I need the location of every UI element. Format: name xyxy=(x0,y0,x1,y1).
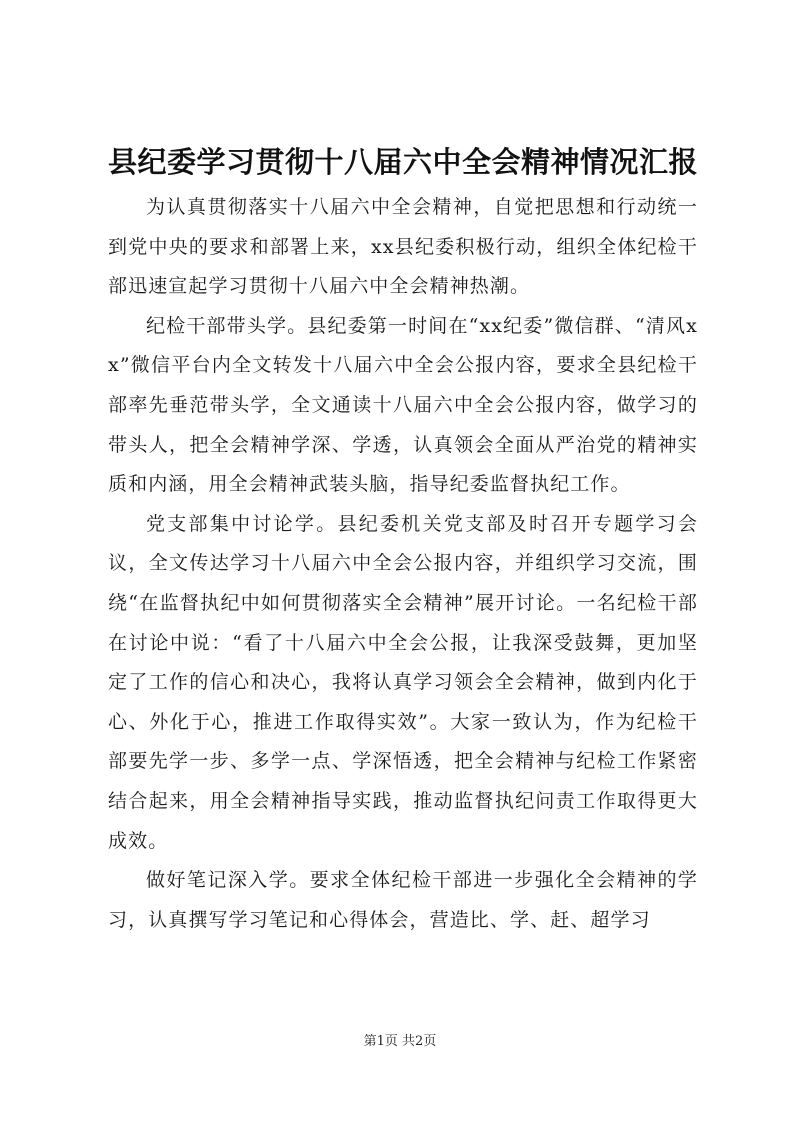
paragraph-notes: 做好笔记深入学。要求全体纪检干部进一步强化全会精神的学习，认真撰写学习笔记和心得体会，营造比、学、赶、超学习 xyxy=(108,869,698,931)
paragraph-party-branch: 党支部集中讨论学。县纪委机关党支部及时召开专题学习会议，全文传达学习十八届六中全会公报内容，并组织学习交流，围绕“在监督执纪中如何贯彻落实全会精神”展开讨论。一名纪检干部在讨论中说：“看了十八届六中全会公报，让我深受鼓舞，更加坚定了工作的信心和决心，我将认真学习领会全会精神，做到内化于心、外化于心，推进工作取得实效”。大家一致认为，作为纪检干部要先学一步、多学一点、学深悟透，把全会精神与纪检工作紧密结合起来，用全会精神指导实践，推动监督执纪问责工作取得更大成效。 xyxy=(108,512,698,852)
page-number-footer: 第1页 共2页 xyxy=(363,1034,437,1049)
document-body xyxy=(108,188,698,940)
paragraph-cadres-lead: 纪检干部带头学。县纪委第一时间在“xx纪委”微信群、“清风xx”微信平台内全文转发十八届六中全会公报内容，要求全县纪检干部率先垂范带头学，全文通读十八届六中全会公报内容，做学习的带头人，把全会精神学深、学透，认真领会全面从严治党的精神实质和内涵，用全会精神武装头脑，指导纪委监督执纪工作。 xyxy=(108,314,698,496)
document-title: 县纪委学习贯彻十八届六中全会精神情况汇报 xyxy=(108,145,699,179)
paragraph-intro: 为认真贯彻落实十八届六中全会精神，自觉把思想和行动统一到党中央的要求和部署上来，xx县纪委积极行动，组织全体纪检干部迅速宣起学习贯彻十八届六中全会精神热潮。 xyxy=(108,196,698,298)
